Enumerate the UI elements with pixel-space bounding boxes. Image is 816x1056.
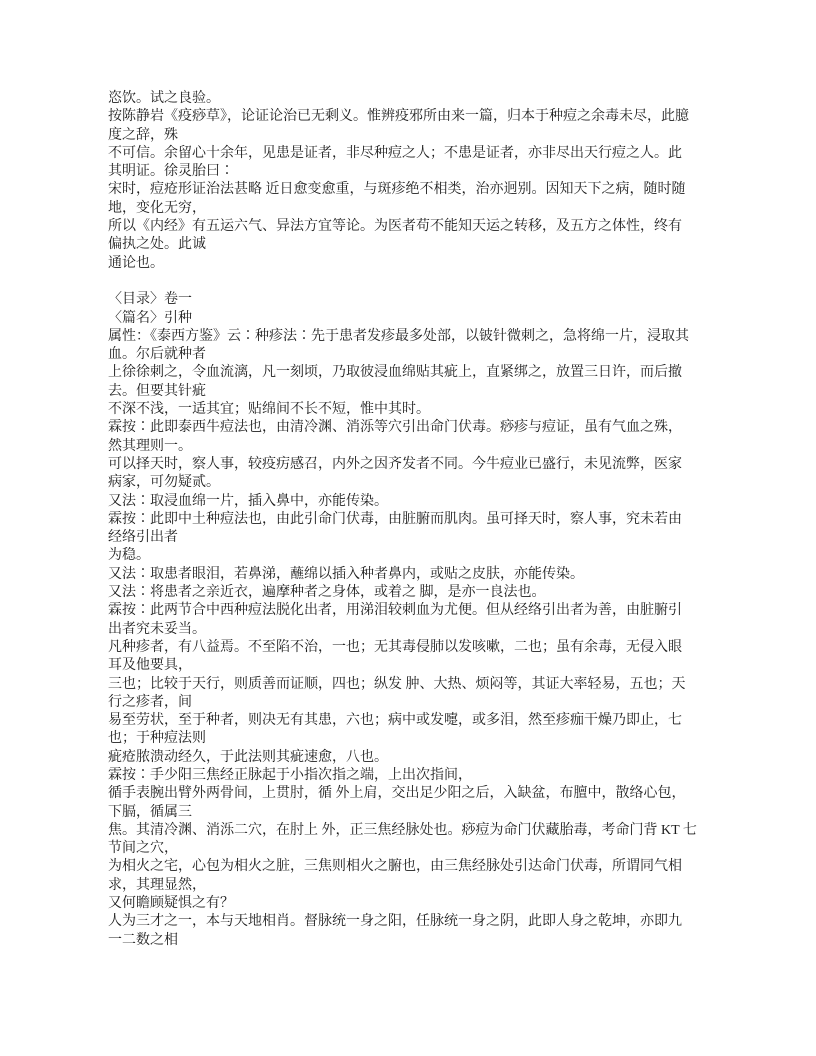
text-line: 度之辞，殊 <box>108 127 178 143</box>
text-line: 一二数之相 <box>108 932 178 948</box>
text-line: 又法∶将患者之亲近衣，遍摩种者之身体，或着之 脚，是亦一良法也。 <box>108 585 546 601</box>
blank-line <box>108 273 728 291</box>
document-text-block <box>108 90 728 950</box>
text-line: 血。尔后就种者 <box>108 347 206 363</box>
text-line: 霖按∶手少阳三焦经正脉起于小指次指之端，上出次指间， <box>108 767 472 783</box>
text-line: 节间之穴， <box>108 841 178 857</box>
text-line: 宋时，痘疮形证治法甚略 近日愈变愈重，与斑疹绝不相类，治亦迥别。因知天下之病，随时随 <box>108 182 686 198</box>
text-line: 行之疹者，间 <box>108 694 192 710</box>
text-line: 不可信。余留心十余年，见患是证者，非尽种痘之人；不患是证者，亦非尽出天行痘之人。此 <box>108 145 682 161</box>
text-line: 通论也。 <box>108 255 164 271</box>
text-line: 疵疮脓溃动经久，于此法则其疵速愈，八也。 <box>108 749 388 765</box>
text-line: 焦。其清冷渊、消泺二穴，在肘上 外，正三焦经脉处也。痧痘为命门伏藏胎毒，考命门背 KT 七 <box>108 822 697 838</box>
text-line: 按陈静岩《疫痧草》，论证论治已无剩义。惟辨疫邪所由来一篇，归本于种痘之余毒未尽，此臆 <box>108 109 689 125</box>
text-line: 然其理则一。 <box>108 438 192 454</box>
text-line: 病家，可勿疑贰。 <box>108 475 220 491</box>
text-line: 也；于种痘法则 <box>108 731 206 747</box>
text-line: 三也；比较于天行，则质善而证顺，四也；纵发 肿、大热、烦闷等，其证大率轻易，五也；天 <box>108 676 686 692</box>
text-line: 又法∶取浸血绵一片，插入鼻中，亦能传染。 <box>108 493 388 509</box>
text-line: 其明证。徐灵胎曰∶ <box>108 164 234 180</box>
text-line: 经络引出者 <box>108 530 178 546</box>
text-line: 凡种疹者，有八益焉。不至陷不治，一也；无其毒侵肺以发咳嗽，二也；虽有余毒，无侵入眼 <box>108 639 682 655</box>
text-line: 易至劳状，至于种者，则决无有其患，六也；病中或发嚏，或多泪，然至疹痂干燥乃即止，七 <box>108 713 682 729</box>
text-line: 求，其理显然， <box>108 877 206 893</box>
text-line: 又法∶取患者眼泪，若鼻涕，蘸绵以插入种者鼻内，或贴之皮肤，亦能传染。 <box>108 566 584 582</box>
text-line: 恣饮。试之良验。 <box>108 91 220 106</box>
text-line: 人为三才之一，本与天地相肖。督脉统一身之阳，任脉统一身之阴，此即人身之乾坤，亦即九 <box>108 914 682 930</box>
text-line: 霖按∶此即中土种痘法也，由此引命门伏毒，由脏腑而肌肉。虽可择天时，察人事，究未若由 <box>108 511 682 527</box>
text-line: 上徐徐刺之，令血流漓，凡一刻顷，乃取彼浸血绵贴其疵上，直紧绑之，放置三日许，而后撤 <box>108 365 682 381</box>
text-line: 循手表腕出臂外两骨间，上贯肘，循 外上肩，交出足少阳之后，入缺盆，布膻中，散络心包， <box>108 786 686 802</box>
text-line: 可以择天时，察人事，较疫疠感召，内外之因齐发者不同。今牛痘业已盛行，未见流弊，医家 <box>108 456 682 472</box>
text-line: 为稳。 <box>108 548 150 564</box>
text-line: 为相火之宅，心包为相火之脏，三焦则相火之腑也，由三焦经脉处引达命门伏毒，所谓同气相 <box>108 859 682 875</box>
text-line: 地，变化无穷， <box>108 200 206 216</box>
text-line: 不深不浅，一适其宜；贴绵间不长不短，惟中其时。 <box>108 402 430 418</box>
text-line: 〈篇名〉引种 <box>108 310 192 326</box>
text-line: 下膈，循属三 <box>108 804 192 820</box>
text-line: 去。但要其针疵 <box>108 383 206 399</box>
text-line: 霖按∶此即泰西牛痘法也，由清冷渊、消泺等穴引出命门伏毒。痧疹与痘证，虽有气血之殊， <box>108 420 682 436</box>
text-line: 偏执之处。此诚 <box>108 237 206 253</box>
text-line: 又何瞻顾疑惧之有？ <box>108 896 234 912</box>
text-line: 所以《内经》有五运六气、异法方宜等论。为医者苟不能知天运之转移，及五方之体性，终有 <box>108 219 682 235</box>
text-line: 属性：《泰西方鉴》云∶种疹法∶先于患者发疹最多处部，以铍针微刺之，急将绵一片，浸取其 <box>108 328 689 344</box>
text-line: 出者究未妥当。 <box>108 621 206 637</box>
text-line: 霖按∶此两节合中西种痘法脱化出者，用涕泪较刺血为尤便。但从经络引出者为善，由脏腑引 <box>108 603 682 619</box>
text-line: 耳及他要具， <box>108 658 192 674</box>
text-line: 〈目录〉卷一 <box>108 292 192 308</box>
